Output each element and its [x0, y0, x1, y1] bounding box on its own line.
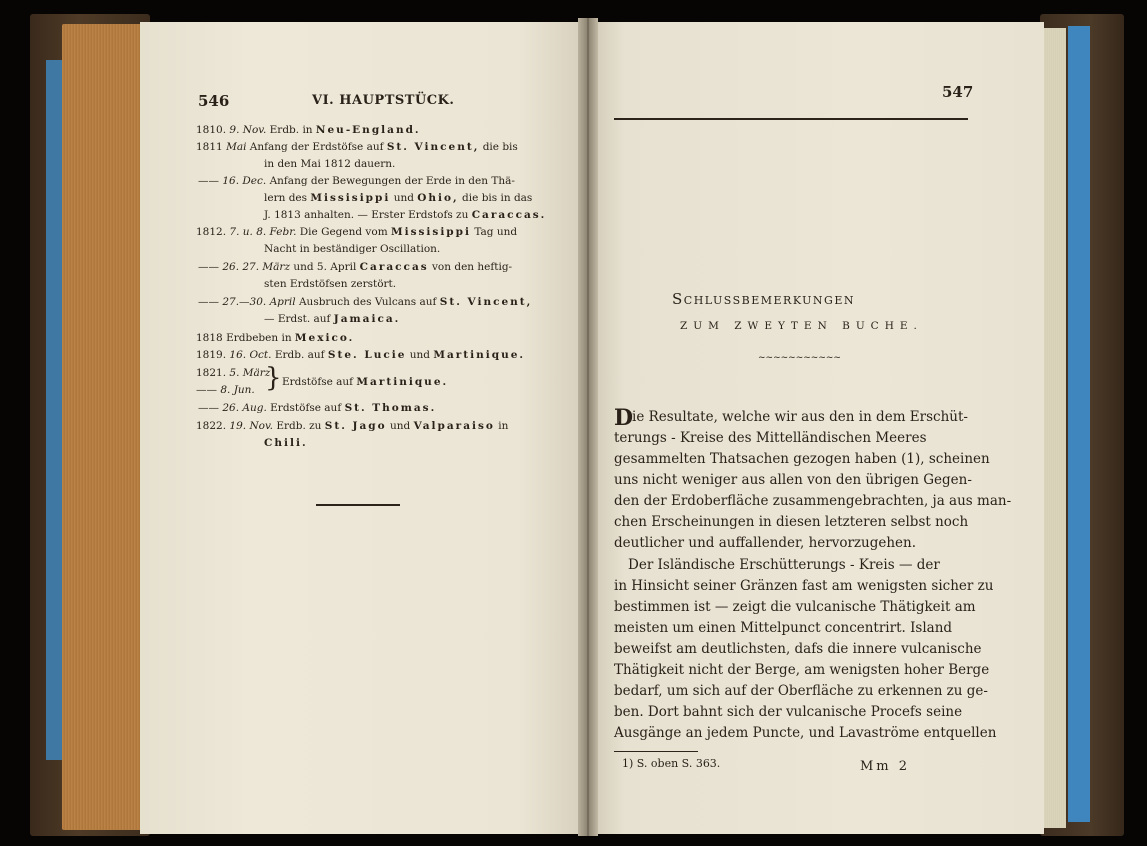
chronicle-line: —— 26. 27. März und 5. April Caraccas von den heftig- — [198, 261, 513, 273]
chapter-subtitle: ZUM ZWEYTEN BUCHE. — [680, 320, 923, 332]
text-line: Ausgänge an jedem Puncte, und Lavaströme entquellen — [614, 725, 997, 741]
chronicle-line: 1811 Mai Anfang der Erdstöfse auf St. Vincent, die bis — [196, 141, 518, 153]
chronicle-line: J. 1813 anhalten. — Erster Erdstofs zu Caraccas. — [264, 209, 547, 221]
chronicle-line: 1822. 19. Nov. Erdb. zu St. Jago und Valparaiso in — [196, 420, 509, 432]
signature-mark: Mm 2 — [860, 759, 911, 774]
text-line: in Hinsicht seiner Gränzen fast am wenigsten sicher zu — [614, 578, 994, 594]
page-number: 546 — [198, 92, 230, 110]
right-page — [588, 22, 1044, 834]
text-line: Thätigkeit nicht der Berge, am wenigsten hoher Berge — [614, 662, 990, 678]
header-rule — [614, 118, 968, 120]
chronicle-line: 1821. 5. März — [196, 367, 271, 379]
text-line: deutlicher und auffallender, hervorzugehen. — [614, 535, 917, 551]
chronicle-line: 1818 Erdbeben in Mexico. — [196, 332, 355, 344]
chronicle-line: sten Erdstöfsen zerstört. — [264, 278, 397, 290]
text-line: ben. Dort bahnt sich der vulcanische Procefs seine — [614, 704, 963, 720]
text-line: terungs - Kreise des Mittelländischen Meeres — [614, 430, 927, 446]
page-number: 547 — [942, 83, 974, 101]
chronicle-line: —— 26. Aug. Erdstöfse auf St. Thomas. — [198, 402, 437, 414]
chronicle-line: —— 27.—30. April Ausbruch des Vulcans auf St. Vincent, — [198, 296, 533, 308]
text-line: bedarf, um sich auf der Oberfläche zu erkennen zu ge- — [614, 683, 988, 699]
chronicle-line: in den Mai 1812 dauern. — [264, 158, 396, 170]
text-line: gesammelten Thatsachen gezogen haben (1), scheinen — [614, 451, 990, 467]
chronicle-line: 1812. 7. u. 8. Febr. Die Gegend vom Missisippi Tag und — [196, 226, 518, 238]
ornament: ~~~~~~~~~~~ — [758, 353, 841, 363]
chronicle-line: 1819. 16. Oct. Erdb. auf Ste. Lucie und Martinique. — [196, 349, 526, 361]
text-line: beweifst am deutlichsten, dafs die innere vulcanische — [614, 641, 982, 657]
brace-glyph: } — [265, 363, 282, 393]
chronicle-line: —— 16. Dec. Anfang der Bewegungen der Erde in den Thä- — [198, 175, 515, 187]
running-head: VI. HAUPTSTÜCK. — [312, 93, 455, 108]
text-line: ie Resultate, welche wir aus den in dem Erschüt- — [632, 409, 968, 425]
end-rule — [316, 504, 400, 506]
footnote: 1) S. oben S. 363. — [622, 757, 721, 770]
left-page-edges — [62, 24, 144, 830]
footnote-rule — [614, 751, 698, 752]
text-line: Der Isländische Erschütterungs - Kreis — der — [628, 557, 940, 573]
drop-cap: D — [614, 405, 634, 431]
text-line: den der Erdoberfläche zusammengebrachten, ja aus man- — [614, 493, 1012, 509]
book-gutter — [578, 18, 598, 836]
chronicle-line: Chili. — [264, 437, 308, 449]
right-cover-blue-strip — [1068, 26, 1090, 822]
chronicle-line: — Erdst. auf Jamaica. — [264, 313, 401, 325]
chronicle-line: —— 8. Jun. — [196, 384, 255, 396]
text-line: meisten um einen Mittelpunct concentrirt. Island — [614, 620, 953, 636]
chronicle-line: Nacht in beständiger Oscillation. — [264, 243, 441, 255]
text-line: uns nicht weniger aus allen von den übrigen Gegen- — [614, 472, 972, 488]
chapter-title: Schlussbemerkungen — [672, 290, 855, 308]
text-line: chen Erscheinungen in diesen letzteren selbst noch — [614, 514, 969, 530]
left-cover-blue-strip — [46, 60, 62, 760]
left-page — [140, 22, 586, 834]
chronicle-line: 1810. 9. Nov. Erdb. in Neu-England. — [196, 124, 421, 136]
brace-entry: Erdstöfse auf Martinique. — [282, 376, 449, 388]
text-line: bestimmen ist — zeigt die vulcanische Thätigkeit am — [614, 599, 976, 615]
chronicle-line: lern des Missisippi und Ohio, die bis in das — [264, 192, 533, 204]
